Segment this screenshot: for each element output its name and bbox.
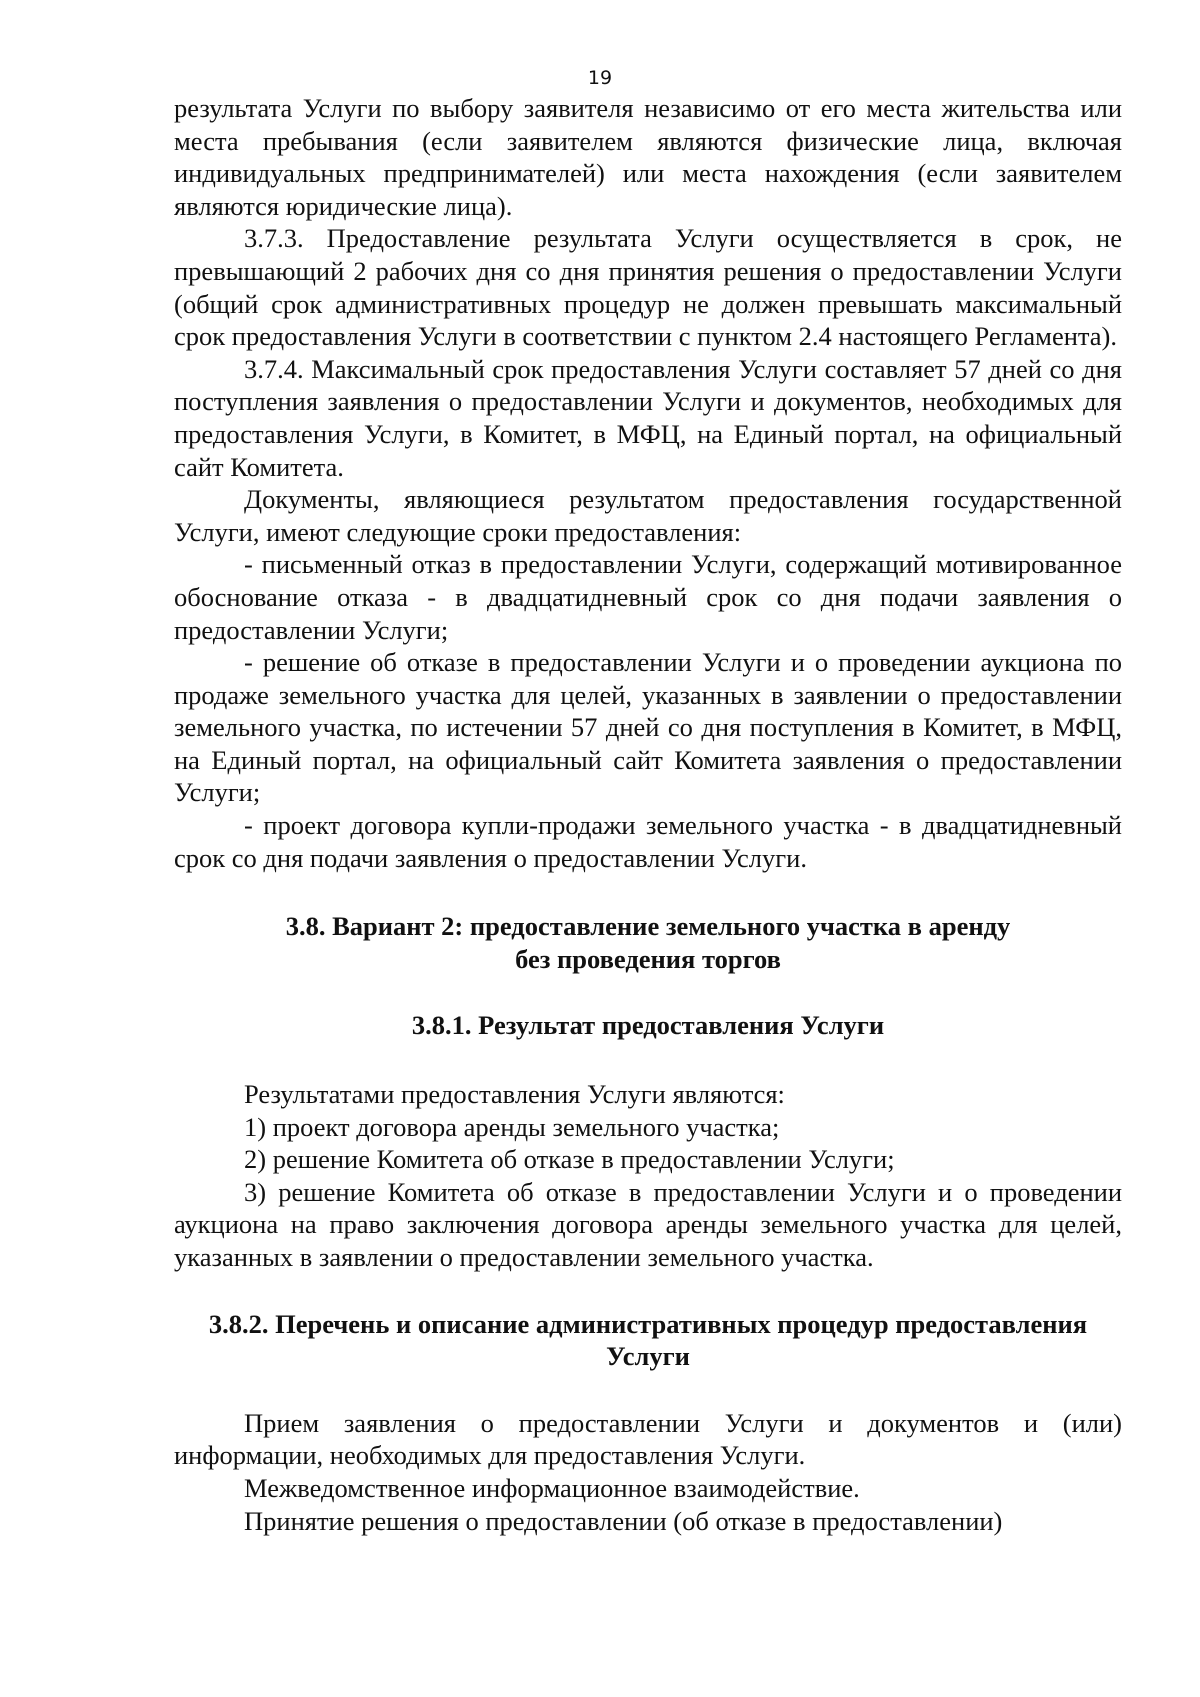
list-item-auction-decision: - решение об отказе в предоставлении Услуги и о проведении аукциона по продаже земельного участка для целей, указанных в заявлении о предоставлении земельного участка, по истечении 57 дней со дня поступления в Комитет, в МФЦ, на Единый портал, на официальный сайт Комитета заявления о предоставлении Услуги;	[174, 647, 1122, 808]
procedure-item-1: Прием заявления о предоставлении Услуги и документов и (или) информации, необходимых для предоставления Услуги.	[174, 1407, 1122, 1471]
list-item-purchase-contract: - проект договора купли-продажи земельного участка - в двадцатидневный срок со дня подачи заявления о предоставлении Услуги.	[174, 810, 1122, 873]
procedure-item-2: Межведомственное информационное взаимодействие.	[244, 1472, 860, 1503]
procedure-item-3: Принятие решения о предоставлении (об отказе в предоставлении)	[244, 1505, 1003, 1536]
subsection-heading-3-8-2-line1: 3.8.2. Перечень и описание административных процедур предоставления	[208, 1308, 1088, 1339]
section-heading-3-8-line1: 3.8. Вариант 2: предоставление земельного участка в аренду	[285, 911, 1011, 942]
subsection-heading-3-8-2-line2: Услуги	[606, 1341, 690, 1372]
section-heading-3-8-line2: без проведения торгов	[515, 943, 781, 974]
page-number: 19	[587, 67, 613, 89]
result-item-2: 2) решение Комитета об отказе в предоставлении Услуги;	[244, 1144, 895, 1175]
paragraph-result-documents: Документы, являющиеся результатом предоставления государственной Услуги, имеют следующие сроки предоставления:	[174, 484, 1122, 547]
result-item-3: 3) решение Комитета об отказе в предоставлении Услуги и о проведении аукциона на право заключения договора аренды земельного участка для целей, указанных в заявлении о предоставлении земельного участка.	[174, 1176, 1122, 1272]
subsection-heading-3-8-1: 3.8.1. Результат предоставления Услуги	[411, 1010, 885, 1041]
paragraph-3-7-3: 3.7.3. Предоставление результата Услуги осуществляется в срок, не превышающий 2 рабочих дня со дня принятия решения о предоставлении Услуги (общий срок административных процедур не должен превышать максимальный срок предоставления Услуги в соответствии с пунктом 2.4 настоящего Регламента).	[174, 223, 1122, 352]
page-content	[174, 92, 1122, 1537]
paragraph-continuation: результата Услуги по выбору заявителя независимо от его места жительства или места пребывания (если заявителем являются физические лица, включая индивидуальных предпринимателей) или места нахождения (если заявителем являются юридические лица).	[174, 93, 1122, 221]
results-intro: Результатами предоставления Услуги являются:	[244, 1079, 785, 1110]
result-item-1: 1) проект договора аренды земельного участка;	[244, 1111, 780, 1142]
paragraph-3-7-4: 3.7.4. Максимальный срок предоставления Услуги составляет 57 дней со дня поступления заявления о предоставлении Услуги и документов, необходимых для предоставления Услуги, в Комитет, в МФЦ, на Единый портал, на официальный сайт Комитета.	[174, 353, 1122, 482]
list-item-written-refusal: - письменный отказ в предоставлении Услуги, содержащий мотивированное обоснование отказа - в двадцатидневный срок со дня подачи заявления о предоставлении Услуги;	[174, 549, 1122, 645]
